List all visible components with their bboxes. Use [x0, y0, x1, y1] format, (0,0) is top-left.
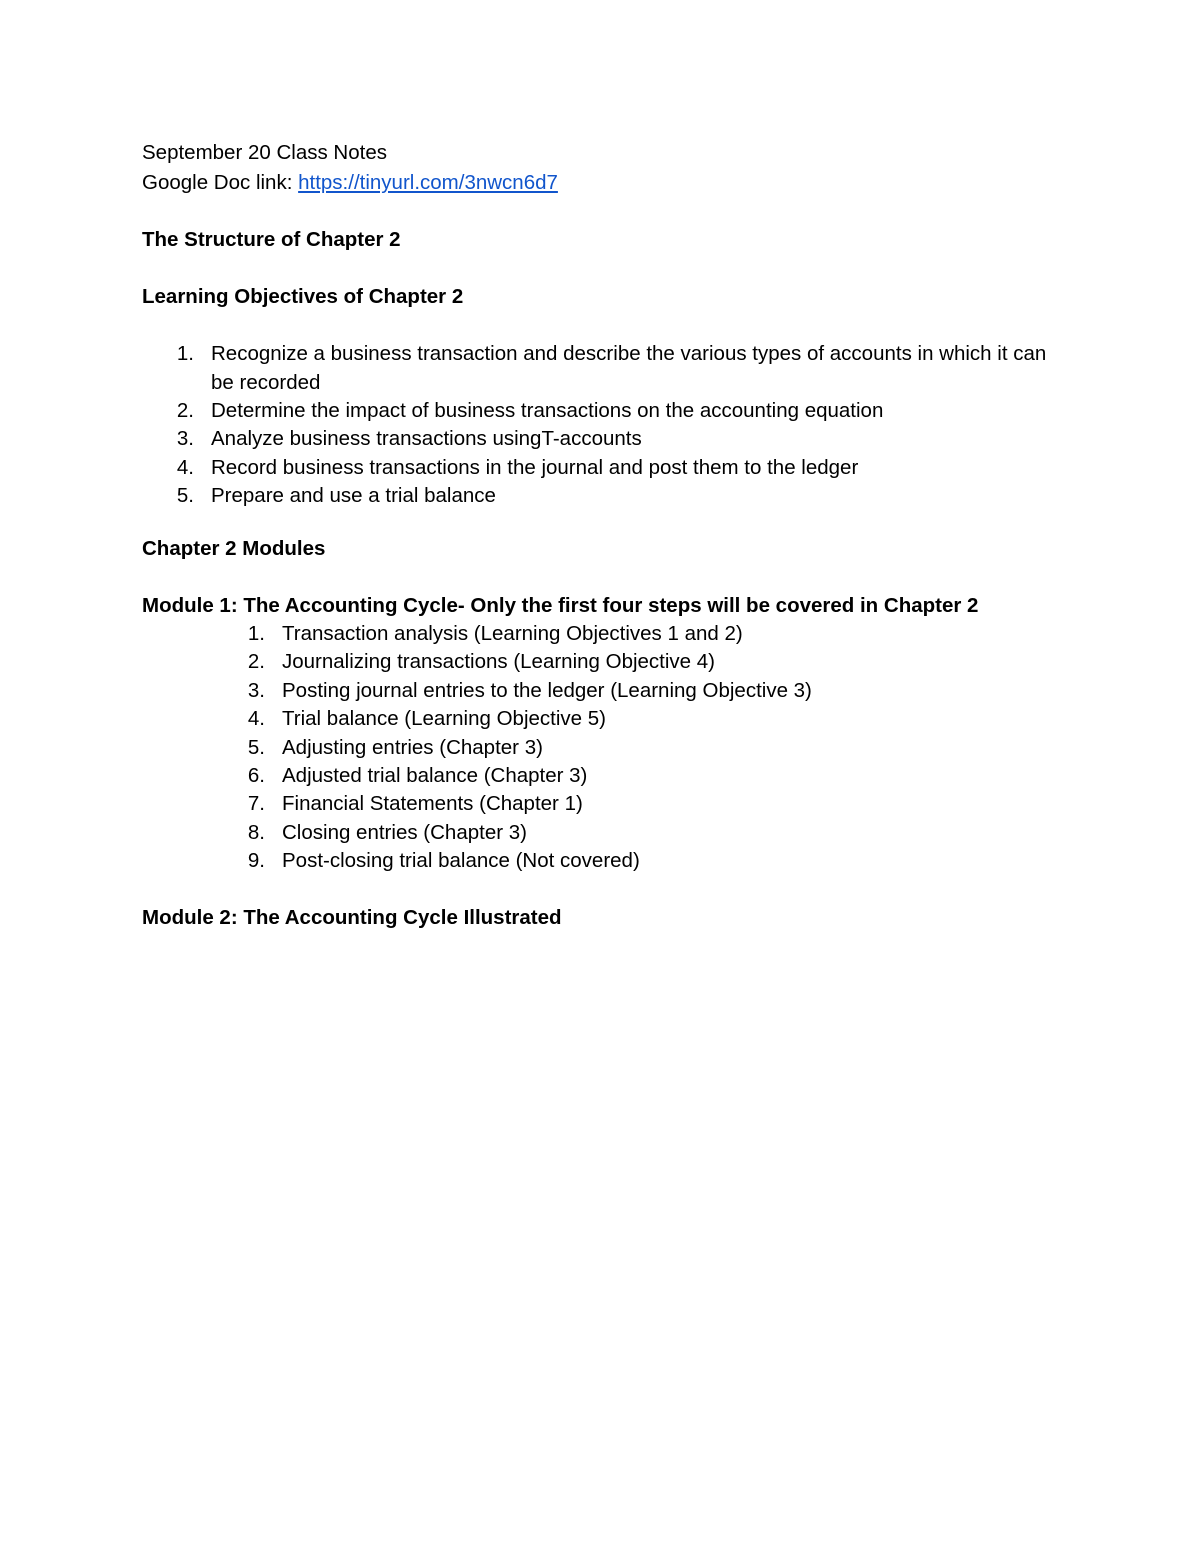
- step-text: Closing entries (Chapter 3): [282, 821, 527, 844]
- objective-text: Determine the impact of business transactions on the accounting equation: [211, 399, 884, 422]
- list-number: 4.: [247, 707, 265, 730]
- list-number: 3.: [176, 427, 194, 450]
- list-number: 3.: [247, 679, 265, 702]
- step-text: Trial balance (Learning Objective 5): [282, 707, 606, 730]
- list-number: 5.: [176, 484, 194, 507]
- link-label: Google Doc link:: [142, 171, 299, 194]
- step-text: Posting journal entries to the ledger (Learning Objective 3): [282, 679, 812, 702]
- list-number: 6.: [247, 764, 265, 787]
- step-text: Transaction analysis (Learning Objectives 1 and 2): [282, 622, 743, 645]
- step-text: Post-closing trial balance (Not covered): [282, 849, 640, 872]
- objectives-heading: Learning Objectives of Chapter 2: [142, 285, 464, 308]
- list-number: 1.: [176, 342, 194, 365]
- objective-text: Recognize a business transaction and describe the various types of accounts in which it can be recorded: [211, 342, 1047, 394]
- step-text: Journalizing transactions (Learning Objective 4): [282, 650, 716, 673]
- google-doc-link-line: [142, 169, 558, 197]
- list-number: 4.: [176, 456, 194, 479]
- structure-heading: The Structure of Chapter 2: [142, 228, 401, 251]
- objective-text: Record business transactions in the journal and post them to the ledger: [211, 456, 859, 479]
- google-doc-link[interactable]: https://tinyurl.com/3nwcn6d7: [298, 171, 558, 194]
- list-number: 9.: [247, 849, 265, 872]
- step-text: Financial Statements (Chapter 1): [282, 792, 583, 815]
- document-title: September 20 Class Notes: [142, 141, 387, 164]
- objective-text: Prepare and use a trial balance: [211, 484, 496, 507]
- objective-text: Analyze business transactions usingT-accounts: [211, 427, 642, 450]
- modules-heading: Chapter 2 Modules: [142, 537, 326, 560]
- list-number: 8.: [247, 821, 265, 844]
- step-text: Adjusting entries (Chapter 3): [282, 736, 543, 759]
- list-number: 5.: [247, 736, 265, 759]
- module1-heading: Module 1: The Accounting Cycle- Only the first four steps will be covered in Chapter 2: [142, 594, 979, 617]
- step-text: Adjusted trial balance (Chapter 3): [282, 764, 588, 787]
- list-number: 7.: [247, 792, 265, 815]
- list-number: 2.: [247, 650, 265, 673]
- list-number: 2.: [176, 399, 194, 422]
- list-number: 1.: [247, 622, 265, 645]
- module2-heading: Module 2: The Accounting Cycle Illustrated: [142, 906, 562, 929]
